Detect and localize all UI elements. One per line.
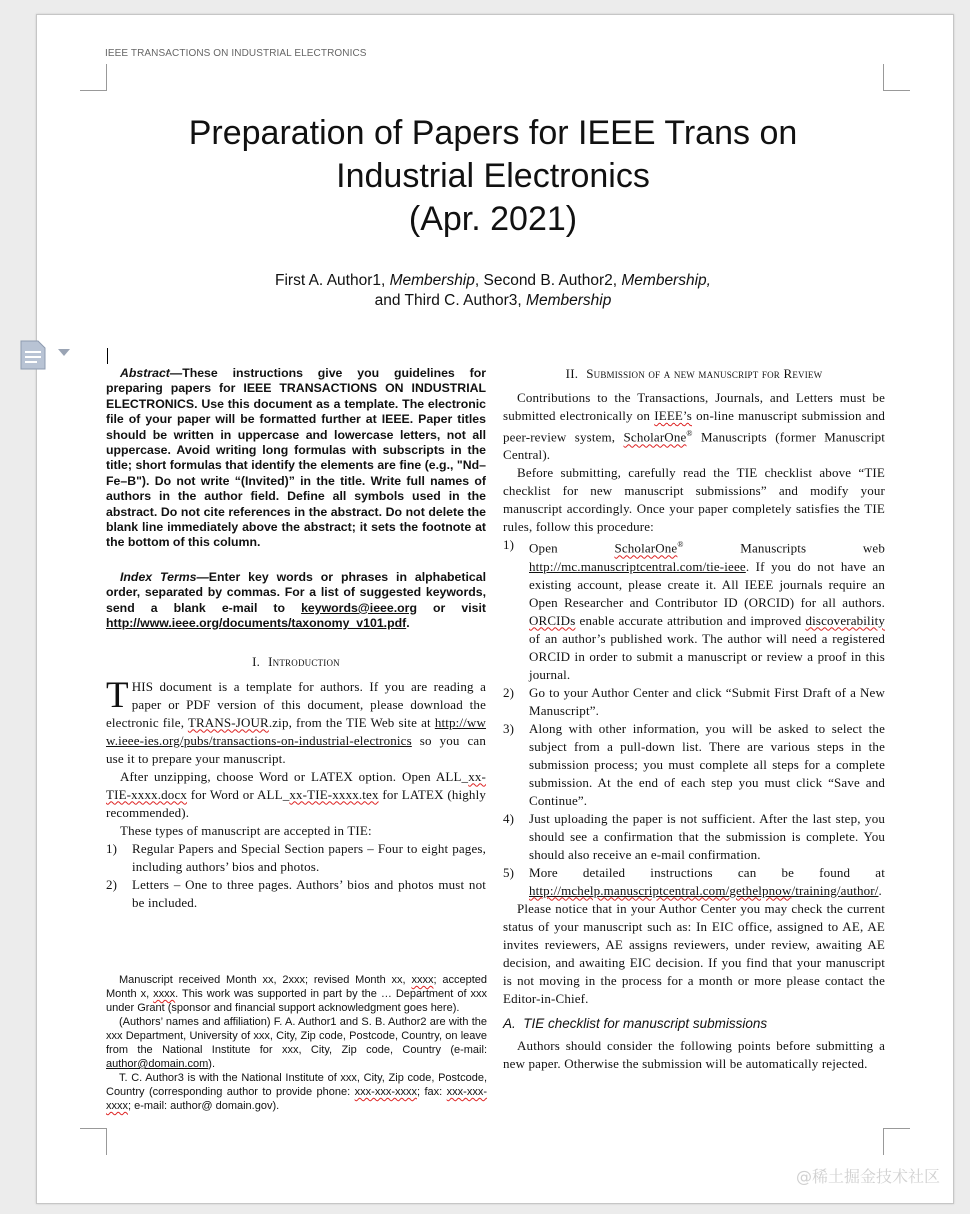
author-3: and Third C. Author3, — [374, 292, 527, 309]
title-line-3: (Apr. 2021) — [408, 200, 578, 238]
list-item: 5) More detailed instructions can be found at http://mchelp.manuscriptcentral.com/gethelpnow/training/author/. — [503, 864, 885, 898]
checklist-body[interactable] — [503, 1037, 885, 1073]
submission-paragraph-1: Contributions to the Transactions, Journals, and Letters must be submitted electronically on IEEE’s on-line manuscript submission and peer-review system, ScholarOne® Manuscripts (former Manuscript Central). — [503, 390, 885, 463]
author-email-link[interactable]: author@domain.com — [106, 1058, 209, 1070]
membership-1: Membership — [389, 272, 475, 289]
list-item: 4) Just uploading the paper is not sufficient. After the last step, you should see a confirmation that the submission is complete. You should also receive an e-mail confirmation. — [503, 810, 885, 862]
text-cursor — [107, 348, 108, 364]
intro-paragraph-3: These types of manuscript are accepted in TIE: — [120, 822, 372, 838]
author-1: First A. Author1, — [275, 272, 390, 289]
left-column — [106, 366, 486, 912]
author-2: , Second B. Author2, — [474, 272, 622, 289]
index-terms-text: Enter key words or phrases in alphabetical order, separated by commas. For a list of suggested keywords, send a blank e-mail to — [106, 569, 486, 615]
latex-template-file: xx-TIE-xxxx.tex — [289, 786, 379, 802]
chevron-down-icon[interactable] — [58, 349, 70, 356]
title-line-2: Industrial Electronics — [336, 157, 650, 195]
first-page-footnote[interactable] — [106, 973, 487, 1113]
introduction-body[interactable] — [106, 674, 487, 912]
word-template-file: xx-TIE-xxxx.docx — [106, 768, 486, 802]
submission-steps-list — [503, 536, 885, 899]
drop-cap: T — [106, 674, 129, 716]
author-line-2 — [120, 291, 866, 311]
crop-mark-bottom-left — [80, 1128, 107, 1155]
author-block[interactable] — [120, 271, 866, 311]
crop-mark-top-right — [883, 64, 910, 91]
section-heading-introduction: I. Introduction — [252, 653, 340, 669]
document-outline-icon[interactable] — [20, 340, 46, 370]
taxonomy-link[interactable]: http://www.ieee.org/documents/taxonomy_v101.pdf — [106, 616, 407, 631]
membership-2: Membership, — [621, 272, 711, 289]
right-column — [503, 366, 885, 1073]
keywords-email-link[interactable]: keywords@ieee.org — [301, 600, 417, 615]
title-line-1: Preparation of Papers for IEEE Trans on — [188, 114, 798, 152]
list-item: 1) Open ScholarOne® Manuscripts web http://mc.manuscriptcentral.com/tie-ieee. If you do not have an existing account, please create it. All IEEE journals require an Open Researcher and Contributor ID (ORCID) for all authors. ORCIDs enable accurate attribution and improved discoverability of an author’s published work. The author will need a registered ORCID in order to submit a manuscript or review a proof in this journal. — [503, 537, 885, 682]
help-link[interactable]: http://mchelp.manuscriptcentral.com/gethelpnow/training/author/ — [529, 882, 879, 898]
manuscript-type-list — [106, 840, 486, 912]
crop-mark-bottom-right — [883, 1128, 910, 1155]
submission-paragraph-2: Before submitting, carefully read the TIE checklist above “TIE checklist for new manuscript submissions” and modify your manuscript accordingly. Once your paper completely satisfies the TIE rules, follow this procedure: — [503, 465, 885, 535]
intro-paragraph-2: After unzipping, choose Word or LATEX option. Open ALL_xx-TIE-xxxx.docx for Word or ALL_xx-TIE-xxxx.tex for LATEX (highly recommended). — [106, 768, 486, 820]
manuscript-central-link[interactable]: http://mc.manuscriptcentral.com/tie-ieee — [529, 558, 746, 574]
footnote-paragraph-2: (Authors’ names and affiliation) F. A. Author1 and S. B. Author2 are with the xxx Department, University of xxx, City, Zip code, Postcode, Country, on leave from the National Institute for xxx, City, Zip code, Country (e-mail: author@domain.com). — [106, 1016, 487, 1070]
subsection-heading-checklist: A. TIE checklist for manuscript submissions — [503, 1015, 768, 1031]
author-line-1 — [120, 271, 866, 291]
tie-website-link[interactable]: http://www.ieee-ies.org/pubs/transactions-on-industrial-electronics — [106, 714, 487, 748]
index-terms[interactable]: Index Terms—Enter key words or phrases in alphabetical order, separated by commas. For a list of suggested keywords, send a blank e-mail to keywords@ieee.org or visit http://www.ieee.org/documents/taxonomy_v101.pdf. — [106, 569, 486, 631]
footnote-paragraph-3: T. C. Author3 is with the National Institute of xxx, City, Zip code, Postcode, Country (corresponding author to provide phone: xxx-xxx-xxxx; fax: xxx-xxx-xxxx; e-mail: author@ domain.gov). — [106, 1072, 487, 1112]
list-item: 1) Regular Papers and Special Section papers – Four to eight pages, including authors’ bios and photos. — [106, 840, 486, 874]
section-heading-submission: II. Submission of a new manuscript for Review — [565, 366, 823, 381]
abstract[interactable] — [106, 366, 486, 551]
filename-trans-jour: TRANS-JOUR — [187, 714, 269, 730]
list-item: 2) Go to your Author Center and click “Submit First Draft of a New Manuscript”. — [503, 684, 885, 718]
abstract-text: These instructions give you guidelines for preparing papers for IEEE TRANSACTIONS ON INDUSTRIAL ELECTRONICS. Use this document as a template. The electronic file of your paper will be formatted further at IEEE. Paper titles should be written in uppercase and lowercase letters, not all uppercase. Avoid writing long formulas with subscripts in the title; short formulas that identify the elements are fine (e.g., "Nd–Fe–B"). Do not write “(Invited)” in the title. Write full names of authors in the author field. Define all symbols used in the abstract. Do not cite references in the abstract. Do not delete the blank line immediately above the abstract; it sets the footnote at the bottom of this column. — [106, 366, 486, 550]
watermark: @稀土掘金技术社区 — [795, 1167, 940, 1186]
membership-3: Membership — [526, 292, 612, 309]
submission-body[interactable] — [503, 389, 885, 1008]
checklist-paragraph: Authors should consider the following points before submitting a new paper. Otherwise the submission will be automatically rejected. — [503, 1037, 885, 1071]
paper-title[interactable] — [120, 112, 866, 241]
crop-mark-top-left — [80, 64, 107, 91]
index-terms-label: Index Terms— — [120, 569, 209, 584]
intro-paragraph-1: THIS document is a template for authors. If you are reading a paper or PDF version of this document, please download the electronic file, TRANS-JOUR.zip, from the TIE Web site at http://www.ieee-ies.org/pubs/transactions-on-industrial-electronics so you can use it to prepare your manuscript. — [106, 674, 487, 766]
list-item: 3) Along with other information, you will be asked to select the subject from a pull-down list. There are various steps in the submission process; you must complete all steps for a complete submission. At the end of each step you must click “Save and Continue”. — [503, 720, 885, 808]
abstract-label: Abstract— — [120, 366, 183, 380]
running-head: IEEE TRANSACTIONS ON INDUSTRIAL ELECTRONICS — [105, 48, 367, 59]
submission-paragraph-3: Please notice that in your Author Center you may check the current status of your manuscript such as: In EIC office, assigned to AE, AE invites reviewers, AE assigns reviewers, under review, awaiting AE decision, and awaiting EIC decision. If you find that your manuscript is not moving in the process for a month or more please contact the Editor-in-Chief. — [503, 900, 885, 1006]
footnote-paragraph-1: Manuscript received Month xx, 2xxx; revised Month xx, xxxx; accepted Month x, xxxx. This work was supported in part by the … Department of xxx under Grant (sponsor and financial support acknowledgment goes here). — [106, 974, 487, 1014]
list-item: 2) Letters – One to three pages. Authors’ bios and photos must not be included. — [106, 876, 486, 910]
